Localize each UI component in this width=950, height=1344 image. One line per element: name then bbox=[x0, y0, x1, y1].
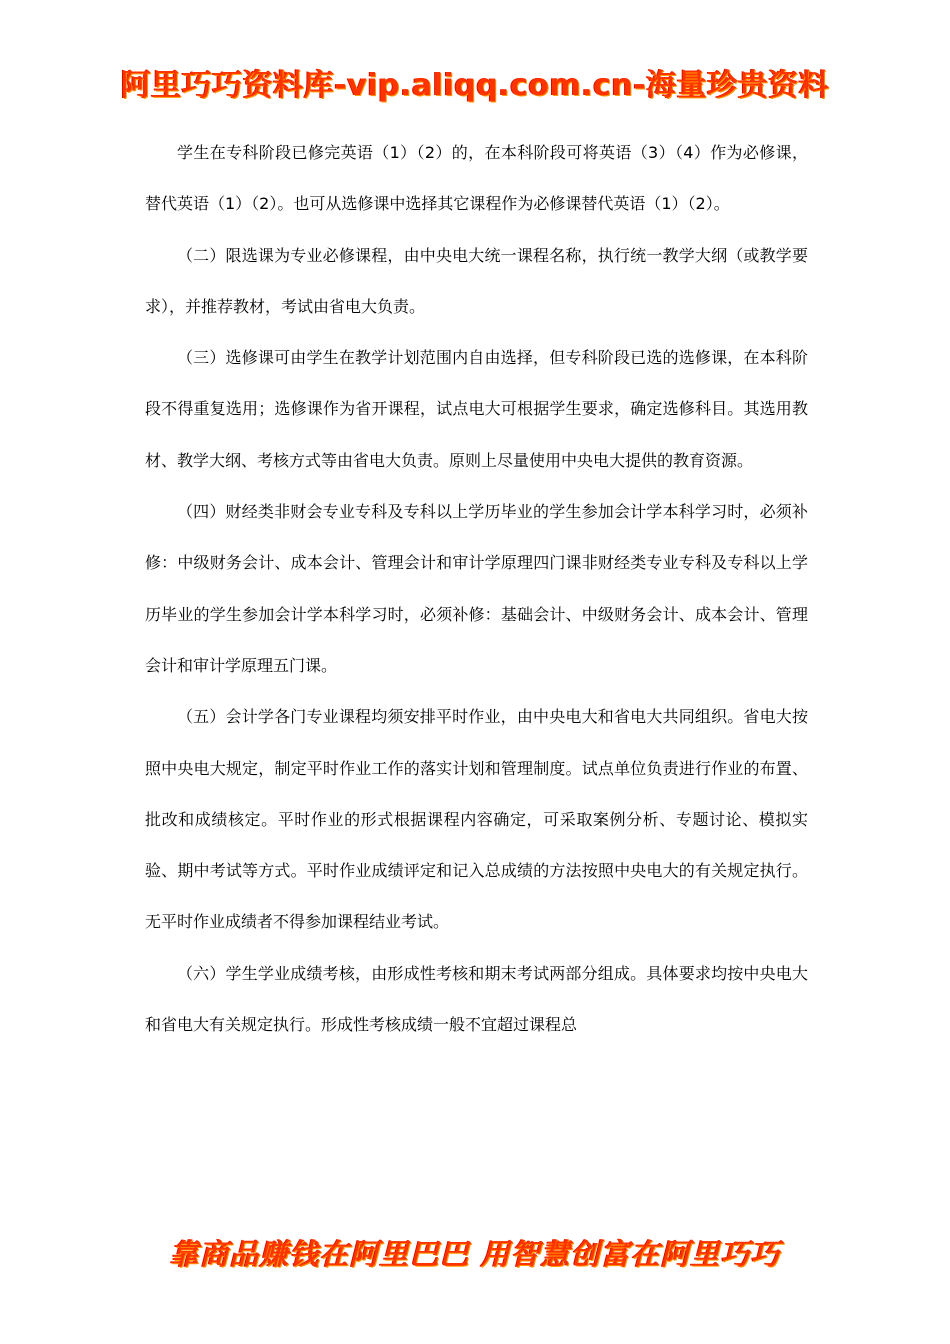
paragraph-homework: （五）会计学各门专业课程均须安排平时作业，由中央电大和省电大共同组织。省电大按照中央电大规定，制定平时作业工作的落实计划和管理制度。试点单位负责进行作业的布置、批改和成绩核定。平时作业的形式根据课程内容确定，可采取案例分析、专题讨论、模拟实验、期中考试等方式。平时作业成绩评定和记入总成绩的方法按照中央电大的有关规定执行。无平时作业成绩者不得参加课程结业考试。 bbox=[145, 707, 808, 932]
paragraph-restricted-electives: （二）限选课为专业必修课程，由中央电大统一课程名称，执行统一教学大纲（或教学要求），并推荐教材，考试由省电大负责。 bbox=[145, 245, 808, 316]
paragraph-english-substitution: 学生在专科阶段已修完英语（1）（2）的，在本科阶段可将英语（3）（4）作为必修课，替代英语（1）（2）。也可从选修课中选择其它课程作为必修课替代英语（1）（2）。 bbox=[145, 143, 808, 214]
paragraph-remedial-courses: （四）财经类非财会专业专科及专科以上学历毕业的学生参加会计学本科学习时，必须补修：中级财务会计、成本会计、管理会计和审计学原理四门课非财经类专业专科及专科以上学历毕业的学生参加会计学本科学习时，必须补修：基础会计、中级财务会计、成本会计、管理会计和审计学原理五门课。 bbox=[145, 502, 808, 675]
paragraph-electives: （三）选修课可由学生在教学计划范围内自由选择，但专科阶段已选的选修课，在本科阶段不得重复选用；选修课作为省开课程，试点电大可根据学生要求，确定选修科目。其选用教材、教学大纲、考核方式等由省电大负责。原则上尽量使用中央电大提供的教育资源。 bbox=[145, 348, 808, 470]
footer-banner: 靠商品赚钱在阿里巴巴 用智慧创富在阿里巧巧 bbox=[169, 1237, 781, 1271]
header-banner: 阿里巧巧资料库-vip.aliqq.com.cn-海量珍贵资料 bbox=[120, 68, 830, 103]
paragraph-assessment: （六）学生学业成绩考核，由形成性考核和期末考试两部分组成。具体要求均按中央电大和省电大有关规定执行。形成性考核成绩一般不宜超过课程总 bbox=[145, 963, 808, 1035]
document-body bbox=[145, 127, 808, 1050]
